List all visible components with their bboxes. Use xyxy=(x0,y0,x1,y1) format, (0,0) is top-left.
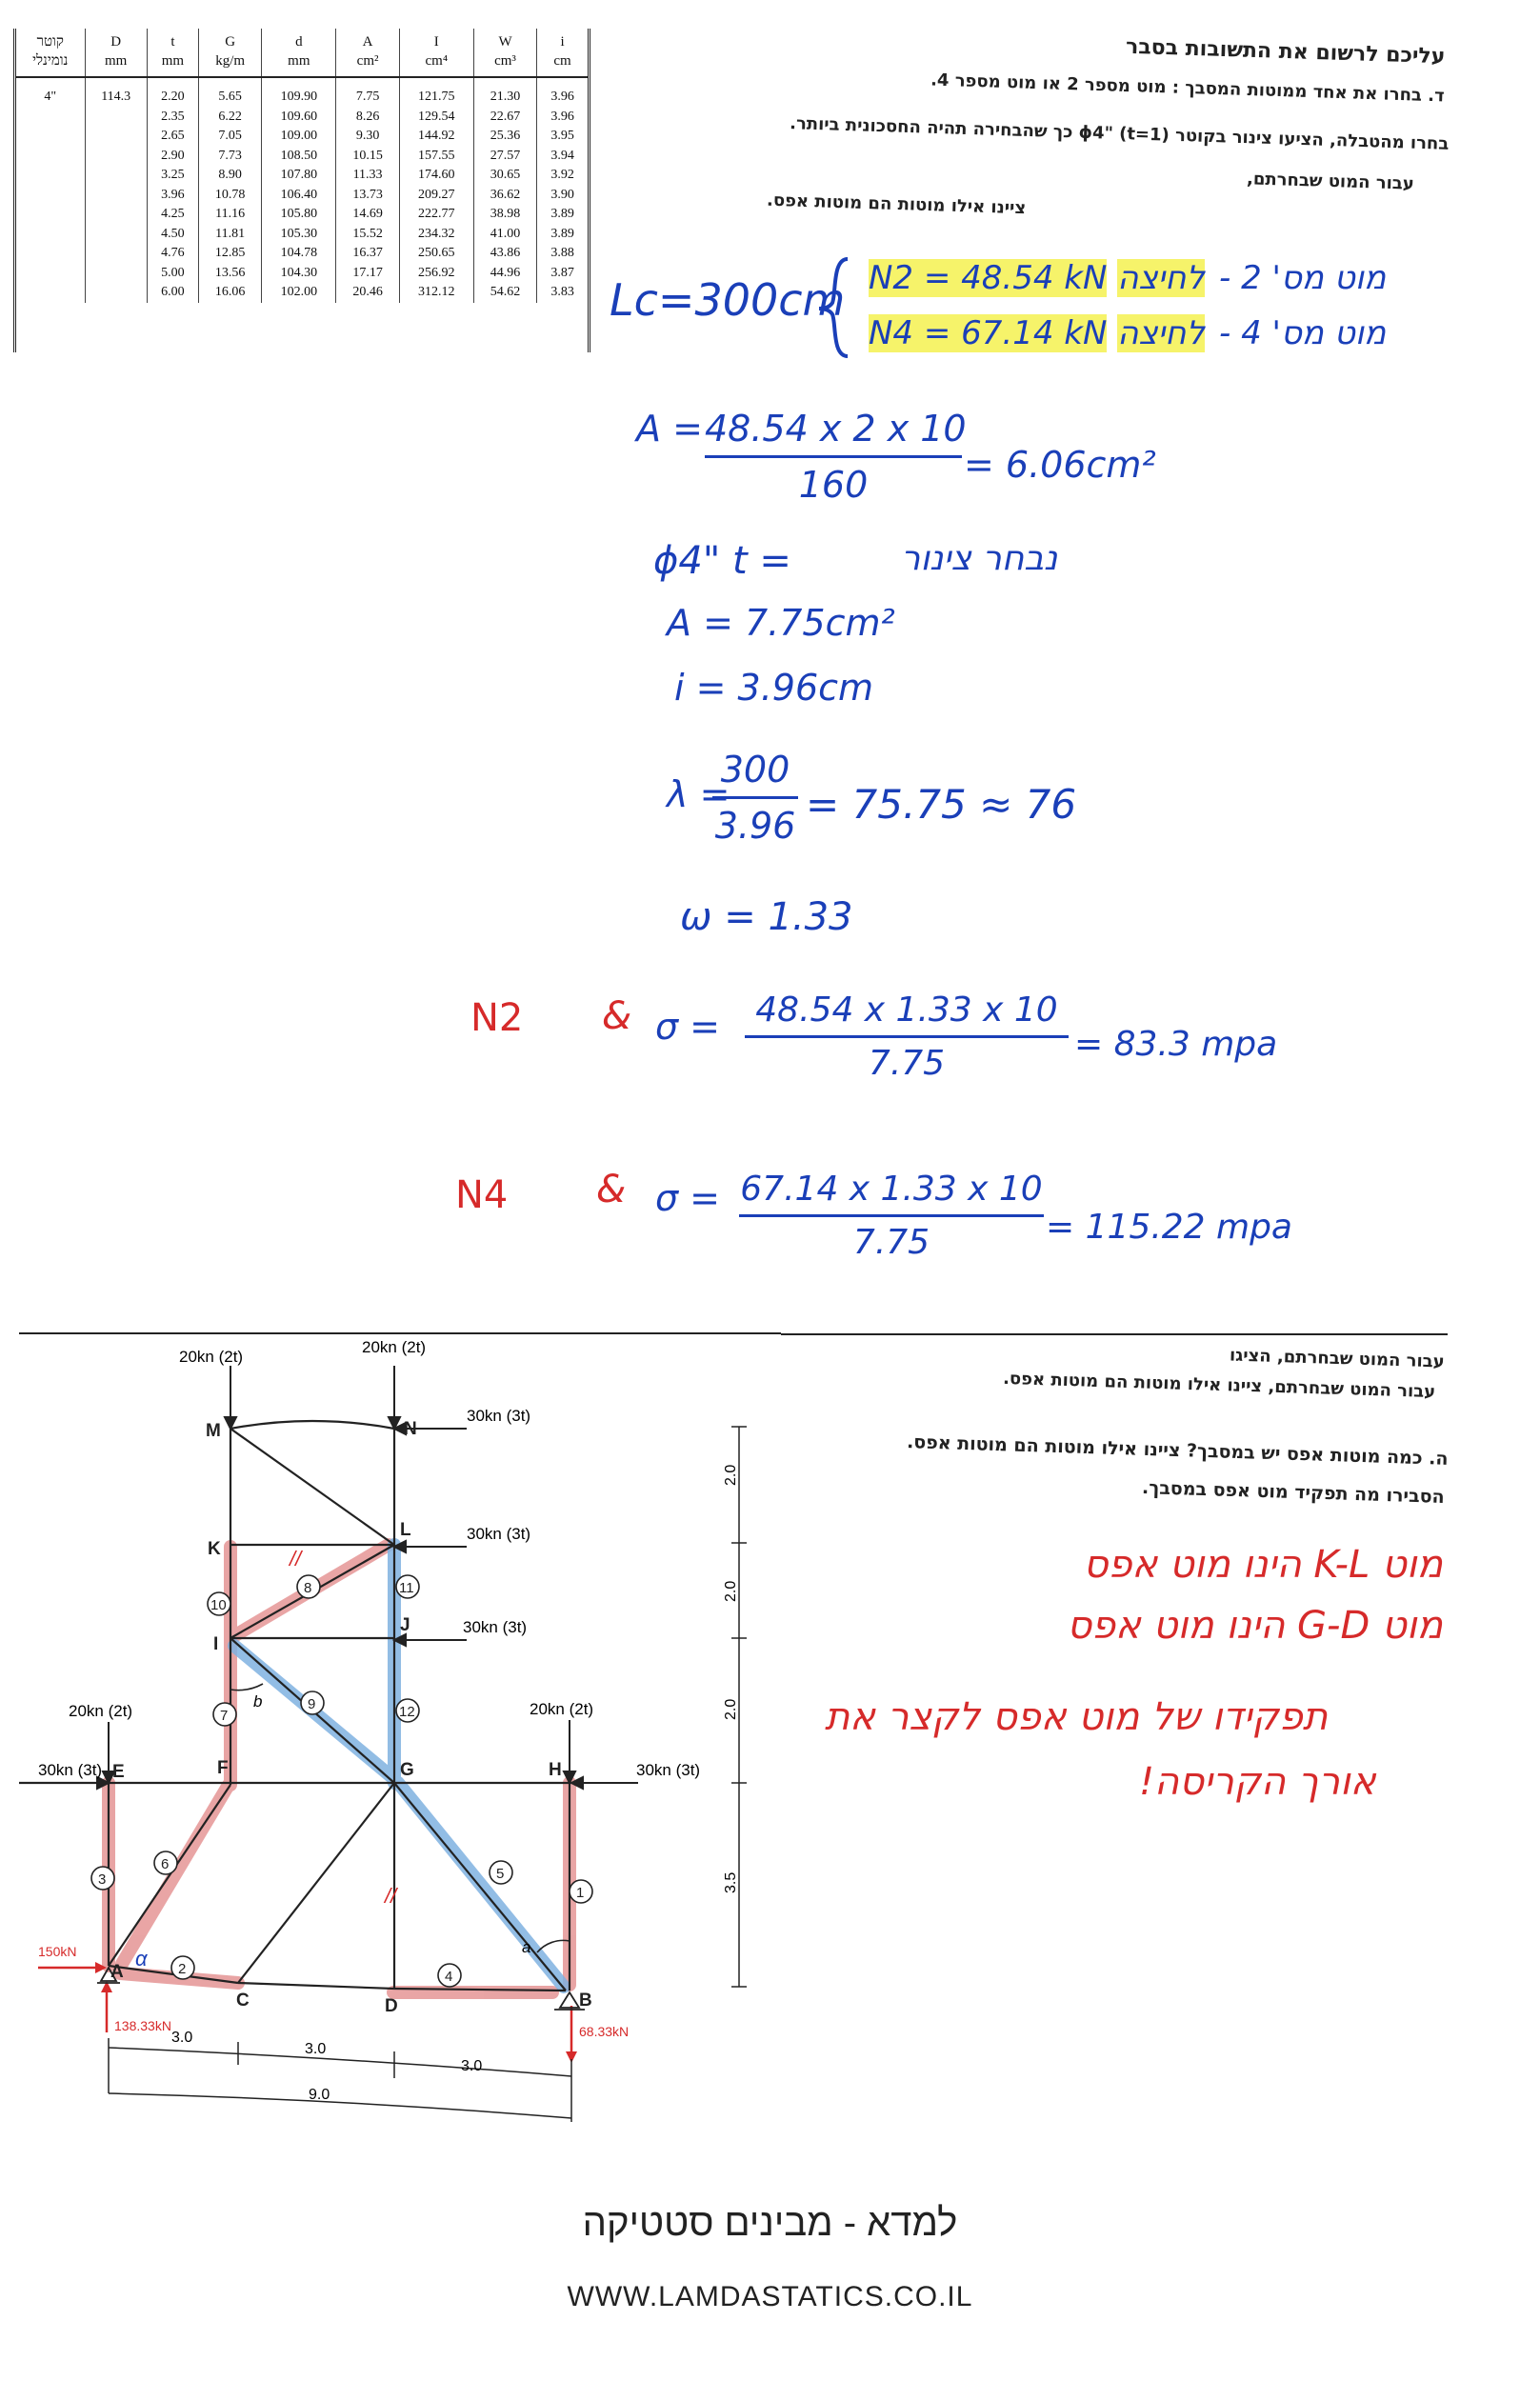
node-L: L xyxy=(400,1520,411,1540)
load-e-side: 30kn (3t) xyxy=(38,1761,103,1779)
table-cell: 21.30 xyxy=(473,77,536,108)
curly-brace-icon xyxy=(815,255,853,360)
node-A: A xyxy=(110,1962,124,1982)
hw-zero-member-gd: מוט G-D הינו מוט אפס xyxy=(1067,1604,1443,1648)
cell-D: 114.3 xyxy=(85,77,147,108)
load-l-side: 30kn (3t) xyxy=(467,1525,531,1543)
table-cell: 3.25 xyxy=(147,166,198,186)
col-header-D: D mm xyxy=(85,29,147,77)
col-header-i: i cm xyxy=(537,29,588,77)
hw-area-fraction: 48.54 x 2 x 10 160 xyxy=(705,408,967,506)
table-cell: 17.17 xyxy=(336,264,399,284)
load-j-side: 30kn (3t) xyxy=(463,1618,528,1636)
member-10: 10 xyxy=(210,1597,227,1613)
alpha-label: α xyxy=(135,1947,148,1971)
node-I: I xyxy=(213,1634,219,1654)
footer-url: WWW.LAMDASTATICS.CO.IL xyxy=(567,2281,973,2312)
angle-b-label: b xyxy=(253,1692,263,1711)
cell-D xyxy=(85,166,147,186)
hw-n4-sigma-symbol: & xyxy=(596,1168,627,1211)
load-m: 20kn (2t) xyxy=(179,1348,244,1366)
cell-D xyxy=(85,186,147,206)
hw-a-value: A = 7.75cm² xyxy=(667,602,895,644)
node-B: B xyxy=(579,1991,592,2011)
horizontal-dimensions xyxy=(109,2038,571,2122)
hw-zero-role-2: אורך הקריסה! xyxy=(1139,1760,1376,1804)
hw-area-lhs: A = xyxy=(636,408,703,450)
table-cell: 129.54 xyxy=(399,108,473,128)
load-h-side: 30kn (3t) xyxy=(636,1761,701,1779)
hw-sigma2-lhs: σ = xyxy=(655,1006,721,1048)
question-e-line0: עבור המוט שבחרתם, הציגו xyxy=(1230,1345,1446,1372)
table-cell: 121.75 xyxy=(399,77,473,108)
node-K: K xyxy=(208,1539,221,1559)
table-cell: 144.92 xyxy=(399,127,473,147)
table-cell: 2.20 xyxy=(147,77,198,108)
table-cell: 102.00 xyxy=(262,283,336,303)
hw-i-value: i = 3.96cm xyxy=(674,667,874,709)
hw-n4-label: מוט מס' 4 - xyxy=(1219,314,1387,352)
table-cell: 222.77 xyxy=(399,205,473,225)
cell-D xyxy=(85,244,147,264)
col-header-t: t mm xyxy=(147,29,198,77)
table-cell: 10.15 xyxy=(336,147,399,167)
node-J: J xyxy=(400,1615,410,1635)
table-row xyxy=(16,186,588,206)
table-cell: 109.90 xyxy=(262,77,336,108)
question-e-line2: ה. כמה מוטות אפס יש במסבך? ציינו אילו מוטות הם מוטות אפס. xyxy=(907,1431,1450,1470)
table-row xyxy=(16,205,588,225)
dim-v-2: 2.0 xyxy=(723,1580,739,1602)
table-cell: 11.16 xyxy=(199,205,262,225)
table-cell: 11.33 xyxy=(336,166,399,186)
table-cell: 27.57 xyxy=(473,147,536,167)
node-D: D xyxy=(385,1996,398,2016)
member-2: 2 xyxy=(178,1961,187,1977)
question-e-line1: עבור המוט שבחרתם, ציינו אילו מוטות הם מוטות אפס. xyxy=(1002,1368,1436,1403)
table-cell: 3.96 xyxy=(537,77,588,108)
cell-nominal xyxy=(16,186,85,206)
cell-nominal xyxy=(16,283,85,303)
highlight-red-members xyxy=(109,1545,570,1992)
table-cell: 4.76 xyxy=(147,244,198,264)
table-cell: 36.62 xyxy=(473,186,536,206)
table-cell: 25.36 xyxy=(473,127,536,147)
table-cell: 3.88 xyxy=(537,244,588,264)
table-cell: 6.22 xyxy=(199,108,262,128)
hw-n2: N2 = 48.54 kN לחיצה xyxy=(869,259,1205,297)
member-3: 3 xyxy=(98,1871,107,1888)
hw-sigma4-lhs: σ = xyxy=(655,1177,721,1219)
table-cell: 105.30 xyxy=(262,225,336,245)
question-d-line4: ציינו אילו מוטות הם מוטות אפס. xyxy=(766,190,1027,219)
table-cell: 7.75 xyxy=(336,77,399,108)
load-n: 20kn (2t) xyxy=(362,1338,427,1356)
dim-v-4: 3.5 xyxy=(723,1871,739,1893)
table-cell: 107.80 xyxy=(262,166,336,186)
table-cell: 2.35 xyxy=(147,108,198,128)
table-cell: 5.00 xyxy=(147,264,198,284)
member-1: 1 xyxy=(576,1885,585,1901)
table-cell: 6.00 xyxy=(147,283,198,303)
table-cell: 104.78 xyxy=(262,244,336,264)
hw-lambda-fraction: 300 3.96 xyxy=(712,749,798,847)
table-cell: 12.85 xyxy=(199,244,262,264)
truss-diagram xyxy=(19,1331,781,2151)
table-row xyxy=(16,244,588,264)
node-N: N xyxy=(404,1419,417,1439)
table-cell: 15.52 xyxy=(336,225,399,245)
cell-nominal xyxy=(16,127,85,147)
table-cell: 4.50 xyxy=(147,225,198,245)
table-cell: 3.83 xyxy=(537,283,588,303)
table-cell: 7.73 xyxy=(199,147,262,167)
question-d-line2: בחרו מהטבלה, הציעו צינור בקוטר (t=1) "ϕ4 כך שהבחירה תהיה החסכונית ביותר. xyxy=(789,113,1450,154)
hw-sigma2-fraction: 48.54 x 1.33 x 10 7.75 xyxy=(745,990,1069,1083)
table-row xyxy=(16,264,588,284)
hw-zero-role-1-text: תפקידו של מוט אפס לקצר את xyxy=(825,1695,1329,1739)
member-12: 12 xyxy=(399,1704,415,1720)
hw-n4-tag: N4 xyxy=(455,1173,509,1217)
node-H: H xyxy=(549,1760,562,1780)
table-cell: 106.40 xyxy=(262,186,336,206)
cell-nominal xyxy=(16,108,85,128)
table-cell: 312.12 xyxy=(399,283,473,303)
member-4: 4 xyxy=(445,1969,453,1985)
table-cell: 3.90 xyxy=(537,186,588,206)
table-cell: 256.92 xyxy=(399,264,473,284)
member-7: 7 xyxy=(220,1708,229,1724)
table-cell: 20.46 xyxy=(336,283,399,303)
hw-sigma4-result: = 115.22 mpa xyxy=(1046,1208,1292,1247)
table-cell: 174.60 xyxy=(399,166,473,186)
cell-nominal xyxy=(16,244,85,264)
hw-pick-phi: ϕ4" t = xyxy=(653,539,791,583)
table-cell: 2.90 xyxy=(147,147,198,167)
col-header-A: A cm² xyxy=(336,29,399,77)
cell-D xyxy=(85,205,147,225)
table-cell: 11.81 xyxy=(199,225,262,245)
hw-sigma4-fraction: 67.14 x 1.33 x 10 7.75 xyxy=(740,1170,1043,1262)
table-cell: 4.25 xyxy=(147,205,198,225)
heading-instructions: עליכם לרשום את התשובות בסבר xyxy=(1125,34,1446,70)
hw-pick-word: נבחר צינור xyxy=(901,539,1058,578)
footer-title: למדא - מבינים סטטיקה xyxy=(582,2202,958,2244)
table-row xyxy=(16,225,588,245)
table-row xyxy=(16,283,588,303)
dim-h-3: 3.0 xyxy=(461,2058,483,2074)
table-cell: 16.37 xyxy=(336,244,399,264)
zero-mark-gd: // xyxy=(385,1884,397,1908)
table-row xyxy=(16,77,588,108)
table-cell: 13.73 xyxy=(336,186,399,206)
hw-zero-member-kl: מוט K-L הינו מוט אפס xyxy=(1083,1543,1443,1587)
table-cell: 104.30 xyxy=(262,264,336,284)
hw-lc: Lc=300cm xyxy=(610,274,846,326)
table-cell: 10.78 xyxy=(199,186,262,206)
table-cell: 3.95 xyxy=(537,127,588,147)
col-header-W: W cm³ xyxy=(473,29,536,77)
dim-v-1: 2.0 xyxy=(723,1464,739,1486)
col-header-G: G kg/m xyxy=(199,29,262,77)
node-F: F xyxy=(217,1758,229,1778)
table-cell: 30.65 xyxy=(473,166,536,186)
divider-line xyxy=(781,1333,1448,1335)
table-cell: 250.65 xyxy=(399,244,473,264)
table-row xyxy=(16,108,588,128)
cell-nominal: 4" xyxy=(44,90,57,104)
col-header-d: d mm xyxy=(262,29,336,77)
member-5: 5 xyxy=(496,1866,505,1882)
table-body xyxy=(16,77,588,303)
hw-n2-label: מוט מס' 2 - xyxy=(1219,259,1387,297)
member-8: 8 xyxy=(304,1580,312,1596)
table-cell: 109.60 xyxy=(262,108,336,128)
node-E: E xyxy=(112,1762,125,1782)
load-h-top: 20kn (2t) xyxy=(530,1700,594,1718)
hw-n2-tag: N2 xyxy=(470,996,524,1040)
table-cell: 3.89 xyxy=(537,225,588,245)
table-row xyxy=(16,147,588,167)
table-cell: 8.90 xyxy=(199,166,262,186)
dim-h-1: 3.0 xyxy=(171,2030,193,2046)
angle-a-label: a xyxy=(522,1938,531,1956)
table-row xyxy=(16,127,588,147)
dim-total: 9.0 xyxy=(309,2087,330,2103)
table-cell: 16.06 xyxy=(199,283,262,303)
table-cell: 8.26 xyxy=(336,108,399,128)
hw-n4: N4 = 67.14 kN לחיצה xyxy=(869,314,1205,352)
cell-nominal xyxy=(16,147,85,167)
member-6: 6 xyxy=(161,1856,170,1872)
node-G: G xyxy=(400,1760,414,1780)
reaction-by-label: 68.33kN xyxy=(579,2024,630,2039)
cell-nominal xyxy=(16,264,85,284)
table-cell: 105.80 xyxy=(262,205,336,225)
cell-D xyxy=(85,283,147,303)
cell-D xyxy=(85,264,147,284)
cell-nominal xyxy=(16,225,85,245)
question-e-line3: הסבירו מה תפקיד מוט אפס במסבך. xyxy=(1142,1477,1446,1508)
pipe-properties-table xyxy=(13,29,590,352)
table-cell: 3.96 xyxy=(537,108,588,128)
table-cell: 2.65 xyxy=(147,127,198,147)
cell-nominal xyxy=(16,205,85,225)
cell-D xyxy=(85,127,147,147)
question-d-line1: ד. בחרו את אחד ממוטות המסבך : מוט מספר 2 או מוט מספר 4. xyxy=(930,70,1446,107)
member-9: 9 xyxy=(308,1696,316,1712)
table-cell: 43.86 xyxy=(473,244,536,264)
table-cell: 9.30 xyxy=(336,127,399,147)
hw-sigma2-result: = 83.3 mpa xyxy=(1074,1025,1278,1064)
zero-mark-kl: // xyxy=(290,1547,302,1571)
node-M: M xyxy=(206,1421,221,1441)
table-cell: 5.65 xyxy=(199,77,262,108)
hw-omega: ω = 1.33 xyxy=(680,895,853,939)
member-11: 11 xyxy=(399,1580,414,1596)
table-cell: 7.05 xyxy=(199,127,262,147)
table-cell: 3.96 xyxy=(147,186,198,206)
table-cell: 157.55 xyxy=(399,147,473,167)
table-cell: 3.92 xyxy=(537,166,588,186)
node-C: C xyxy=(236,1991,250,2011)
hw-area-result: = 6.06cm² xyxy=(964,444,1156,486)
hw-n2-sigma-symbol: & xyxy=(602,994,632,1038)
table-cell: 13.56 xyxy=(199,264,262,284)
table-cell: 3.89 xyxy=(537,205,588,225)
table-cell: 38.98 xyxy=(473,205,536,225)
reaction-ay-label: 138.33kN xyxy=(114,2018,171,2033)
table-cell: 209.27 xyxy=(399,186,473,206)
question-d-line3: עבור המוט שבחרתם, xyxy=(1246,169,1415,194)
table-cell: 109.00 xyxy=(262,127,336,147)
col-header-I: I cm⁴ xyxy=(399,29,473,77)
load-n-side: 30kn (3t) xyxy=(467,1407,531,1425)
dim-h-2: 3.0 xyxy=(305,2041,327,2057)
table-cell: 14.69 xyxy=(336,205,399,225)
table-cell: 108.50 xyxy=(262,147,336,167)
cell-nominal xyxy=(16,166,85,186)
cell-D xyxy=(85,108,147,128)
table-cell: 3.94 xyxy=(537,147,588,167)
cell-D xyxy=(85,147,147,167)
table-cell: 22.67 xyxy=(473,108,536,128)
hw-lambda-lhs: λ = xyxy=(667,773,730,815)
dim-v-3: 2.0 xyxy=(723,1698,739,1720)
cell-D xyxy=(85,225,147,245)
col-header-nominal: קוטר נומינלי xyxy=(16,29,85,77)
table-cell: 234.32 xyxy=(399,225,473,245)
reaction-ax-label: 150kN xyxy=(38,1944,77,1959)
load-e-top: 20kn (2t) xyxy=(69,1702,133,1720)
table-cell: 44.96 xyxy=(473,264,536,284)
table-cell: 54.62 xyxy=(473,283,536,303)
hw-lambda-result: = 75.75 ≈ 76 xyxy=(806,781,1077,828)
table-cell: 41.00 xyxy=(473,225,536,245)
table-cell: 3.87 xyxy=(537,264,588,284)
table-row xyxy=(16,166,588,186)
